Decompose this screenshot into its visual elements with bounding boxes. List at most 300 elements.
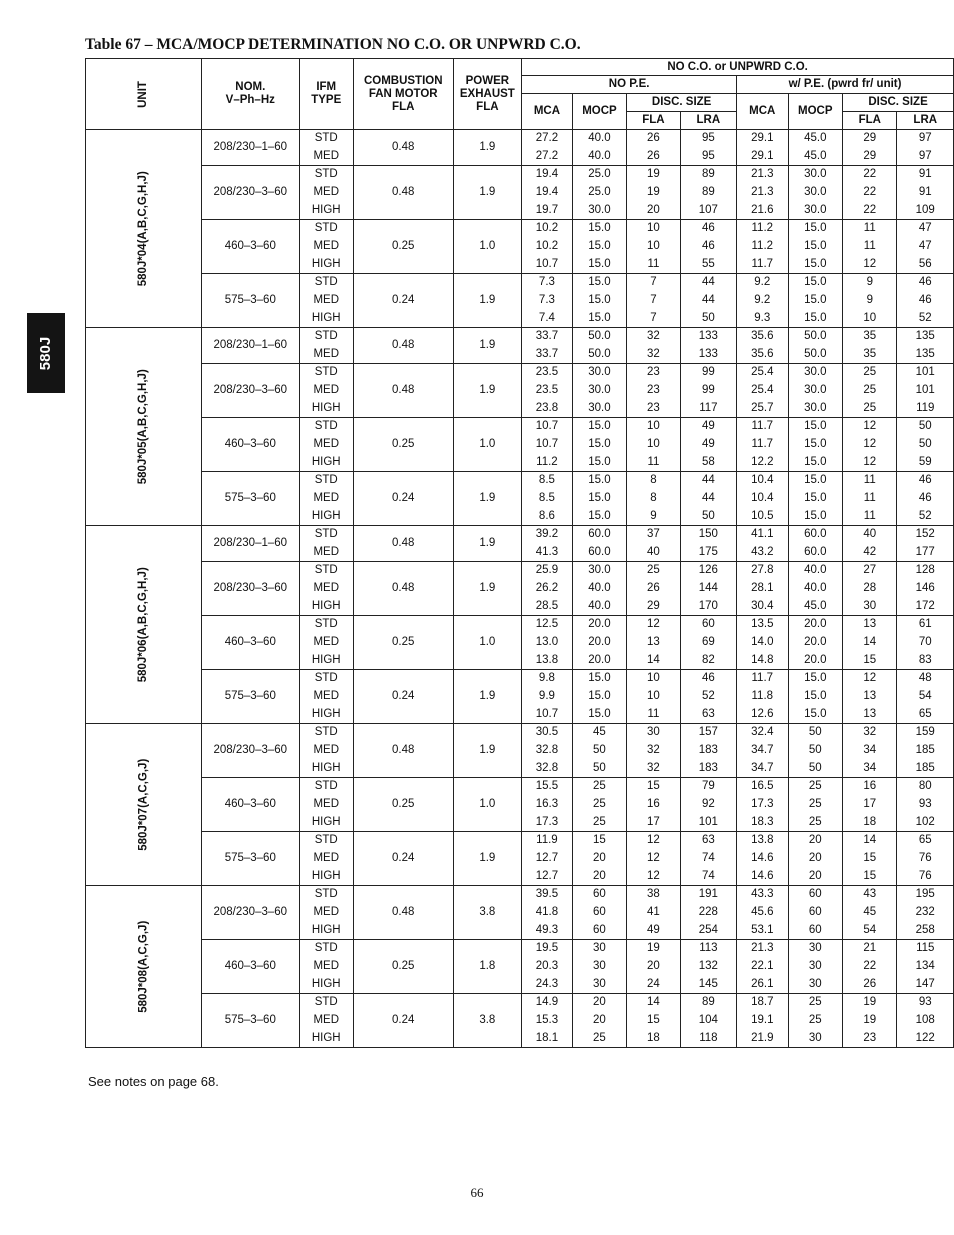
- combustion-fan-cell: 0.25: [353, 220, 453, 274]
- voltage-cell: 208/230–1–60: [202, 328, 299, 364]
- ifm-type-cell: STD: [299, 940, 353, 958]
- pe-mocp-cell: 25: [788, 814, 843, 832]
- voltage-cell: 575–3–60: [202, 670, 299, 724]
- pe-disc-lra-cell: 76: [897, 868, 954, 886]
- header-disc-size: DISC. SIZE: [843, 94, 954, 112]
- pe-disc-lra-cell: 172: [897, 598, 954, 616]
- mocp-cell: 15.0: [572, 472, 627, 490]
- disc-fla-cell: 19: [627, 166, 680, 184]
- disc-lra-cell: 254: [680, 922, 736, 940]
- mocp-cell: 40.0: [572, 580, 627, 598]
- disc-lra-cell: 58: [680, 454, 736, 472]
- pe-mca-cell: 11.7: [737, 436, 788, 454]
- header-disc-size: DISC. SIZE: [627, 94, 737, 112]
- voltage-cell: 460–3–60: [202, 220, 299, 274]
- voltage-cell: 208/230–1–60: [202, 526, 299, 562]
- pe-mca-cell: 21.9: [737, 1030, 788, 1048]
- section-tab: [27, 313, 65, 393]
- pe-disc-lra-cell: 146: [897, 580, 954, 598]
- pe-disc-fla-cell: 15: [843, 652, 897, 670]
- pe-mca-cell: 21.3: [737, 184, 788, 202]
- unit-label: 580J*04(A,B,C,G,H,J): [136, 170, 149, 287]
- mocp-cell: 30.0: [572, 364, 627, 382]
- section-tab-label: 580J: [37, 336, 55, 370]
- pe-mca-cell: 12.6: [737, 706, 788, 724]
- ifm-type-cell: MED: [299, 958, 353, 976]
- disc-fla-cell: 12: [627, 850, 680, 868]
- mocp-cell: 60.0: [572, 544, 627, 562]
- disc-lra-cell: 50: [680, 508, 736, 526]
- mca-cell: 13.8: [522, 652, 572, 670]
- mocp-cell: 15.0: [572, 418, 627, 436]
- power-exhaust-cell: 1.9: [453, 832, 522, 886]
- pe-mca-cell: 14.0: [737, 634, 788, 652]
- mocp-cell: 20: [572, 994, 627, 1012]
- pe-mocp-cell: 15.0: [788, 454, 843, 472]
- combustion-fan-cell: 0.48: [353, 562, 453, 616]
- pe-mocp-cell: 15.0: [788, 238, 843, 256]
- ifm-type-cell: HIGH: [299, 652, 353, 670]
- pe-disc-lra-cell: 97: [897, 148, 954, 166]
- ifm-type-cell: STD: [299, 994, 353, 1012]
- header-unit-label: UNIT: [137, 80, 150, 108]
- pe-mocp-cell: 15.0: [788, 310, 843, 328]
- table-row: [86, 724, 954, 742]
- pe-disc-lra-cell: 61: [897, 616, 954, 634]
- pe-mca-cell: 29.1: [737, 130, 788, 148]
- pe-mocp-cell: 20: [788, 850, 843, 868]
- disc-fla-cell: 13: [627, 634, 680, 652]
- mca-cell: 13.0: [522, 634, 572, 652]
- pe-disc-fla-cell: 13: [843, 616, 897, 634]
- disc-lra-cell: 107: [680, 202, 736, 220]
- mocp-cell: 50: [572, 742, 627, 760]
- ifm-type-cell: STD: [299, 562, 353, 580]
- pe-mca-cell: 25.4: [737, 364, 788, 382]
- pe-disc-lra-cell: 65: [897, 832, 954, 850]
- pe-disc-lra-cell: 91: [897, 184, 954, 202]
- mca-cell: 41.3: [522, 544, 572, 562]
- mca-cell: 10.7: [522, 418, 572, 436]
- combustion-fan-cell: 0.24: [353, 472, 453, 526]
- pe-mocp-cell: 45.0: [788, 598, 843, 616]
- pe-mca-cell: 14.8: [737, 652, 788, 670]
- disc-lra-cell: 46: [680, 238, 736, 256]
- ifm-type-cell: MED: [299, 238, 353, 256]
- unit-label: 580J*08(A,C,G,J): [136, 920, 149, 1013]
- mca-cell: 27.2: [522, 148, 572, 166]
- voltage-cell: 460–3–60: [202, 940, 299, 994]
- mocp-cell: 20: [572, 850, 627, 868]
- disc-lra-cell: 69: [680, 634, 736, 652]
- disc-lra-cell: 89: [680, 994, 736, 1012]
- pe-disc-lra-cell: 152: [897, 526, 954, 544]
- pe-mocp-cell: 30.0: [788, 400, 843, 418]
- pe-mocp-cell: 15.0: [788, 472, 843, 490]
- disc-fla-cell: 11: [627, 454, 680, 472]
- pe-mca-cell: 11.7: [737, 418, 788, 436]
- pe-disc-lra-cell: 177: [897, 544, 954, 562]
- pe-mca-cell: 43.3: [737, 886, 788, 904]
- mca-cell: 28.5: [522, 598, 572, 616]
- pe-mocp-cell: 30: [788, 1030, 843, 1048]
- pe-disc-fla-cell: 43: [843, 886, 897, 904]
- mca-cell: 18.1: [522, 1030, 572, 1048]
- table-row: [86, 832, 954, 850]
- mocp-cell: 30.0: [572, 202, 627, 220]
- disc-lra-cell: 79: [680, 778, 736, 796]
- header-lra: LRA: [680, 112, 736, 130]
- pe-disc-fla-cell: 14: [843, 634, 897, 652]
- ifm-type-cell: MED: [299, 382, 353, 400]
- header-no-co-group: NO C.O. or UNPWRD C.O.: [522, 59, 954, 76]
- power-exhaust-cell: 1.9: [453, 274, 522, 328]
- header-mocp: MOCP: [572, 94, 627, 130]
- mocp-cell: 15.0: [572, 274, 627, 292]
- disc-fla-cell: 12: [627, 616, 680, 634]
- ifm-type-cell: STD: [299, 166, 353, 184]
- disc-lra-cell: 44: [680, 274, 736, 292]
- mocp-cell: 15.0: [572, 292, 627, 310]
- pe-disc-fla-cell: 29: [843, 148, 897, 166]
- mca-cell: 39.2: [522, 526, 572, 544]
- disc-fla-cell: 10: [627, 436, 680, 454]
- pe-disc-fla-cell: 22: [843, 166, 897, 184]
- pe-disc-lra-cell: 101: [897, 364, 954, 382]
- mca-cell: 9.9: [522, 688, 572, 706]
- ifm-type-cell: STD: [299, 724, 353, 742]
- ifm-type-cell: MED: [299, 904, 353, 922]
- pe-disc-fla-cell: 15: [843, 850, 897, 868]
- pe-disc-fla-cell: 54: [843, 922, 897, 940]
- header-ifm-type: IFM TYPE: [299, 59, 353, 130]
- pe-mca-cell: 18.7: [737, 994, 788, 1012]
- voltage-cell: 575–3–60: [202, 994, 299, 1048]
- disc-lra-cell: 82: [680, 652, 736, 670]
- pe-mca-cell: 11.2: [737, 238, 788, 256]
- voltage-cell: 208/230–3–60: [202, 724, 299, 778]
- disc-lra-cell: 183: [680, 760, 736, 778]
- pe-disc-lra-cell: 128: [897, 562, 954, 580]
- mocp-cell: 20.0: [572, 634, 627, 652]
- pe-disc-fla-cell: 35: [843, 328, 897, 346]
- pe-mca-cell: 9.3: [737, 310, 788, 328]
- disc-lra-cell: 63: [680, 706, 736, 724]
- disc-fla-cell: 7: [627, 310, 680, 328]
- pe-disc-fla-cell: 12: [843, 256, 897, 274]
- pe-mocp-cell: 30.0: [788, 202, 843, 220]
- power-exhaust-cell: 3.8: [453, 886, 522, 940]
- table-row: [86, 778, 954, 796]
- pe-mca-cell: 11.7: [737, 670, 788, 688]
- mocp-cell: 15.0: [572, 436, 627, 454]
- disc-lra-cell: 74: [680, 868, 736, 886]
- ifm-type-cell: HIGH: [299, 868, 353, 886]
- pe-mca-cell: 10.4: [737, 490, 788, 508]
- pe-disc-fla-cell: 12: [843, 670, 897, 688]
- pe-mocp-cell: 30.0: [788, 184, 843, 202]
- ifm-type-cell: MED: [299, 634, 353, 652]
- disc-fla-cell: 40: [627, 544, 680, 562]
- voltage-cell: 575–3–60: [202, 274, 299, 328]
- pe-disc-lra-cell: 76: [897, 850, 954, 868]
- pe-mca-cell: 30.4: [737, 598, 788, 616]
- disc-fla-cell: 29: [627, 598, 680, 616]
- pe-disc-fla-cell: 34: [843, 760, 897, 778]
- pe-disc-lra-cell: 135: [897, 328, 954, 346]
- ifm-type-cell: HIGH: [299, 1030, 353, 1048]
- pe-disc-lra-cell: 159: [897, 724, 954, 742]
- mca-cell: 32.8: [522, 742, 572, 760]
- pe-mca-cell: 11.2: [737, 220, 788, 238]
- pe-mocp-cell: 25: [788, 994, 843, 1012]
- disc-fla-cell: 17: [627, 814, 680, 832]
- disc-fla-cell: 26: [627, 130, 680, 148]
- mca-cell: 12.5: [522, 616, 572, 634]
- combustion-fan-cell: 0.48: [353, 526, 453, 562]
- disc-lra-cell: 117: [680, 400, 736, 418]
- pe-mca-cell: 25.4: [737, 382, 788, 400]
- pe-mocp-cell: 25: [788, 1012, 843, 1030]
- disc-lra-cell: 133: [680, 328, 736, 346]
- disc-lra-cell: 95: [680, 130, 736, 148]
- mocp-cell: 30: [572, 958, 627, 976]
- pe-disc-lra-cell: 115: [897, 940, 954, 958]
- pe-disc-lra-cell: 122: [897, 1030, 954, 1048]
- pe-mocp-cell: 60: [788, 922, 843, 940]
- disc-fla-cell: 30: [627, 724, 680, 742]
- mca-cell: 8.5: [522, 472, 572, 490]
- unit-label: 580J*07(A,C,G,J): [136, 758, 149, 851]
- disc-fla-cell: 11: [627, 256, 680, 274]
- power-exhaust-cell: 1.0: [453, 616, 522, 670]
- ifm-type-cell: MED: [299, 292, 353, 310]
- table-row: [86, 328, 954, 346]
- power-exhaust-cell: 1.9: [453, 328, 522, 364]
- disc-fla-cell: 9: [627, 508, 680, 526]
- pe-mocp-cell: 50: [788, 724, 843, 742]
- pe-disc-fla-cell: 30: [843, 598, 897, 616]
- disc-fla-cell: 11: [627, 706, 680, 724]
- mca-cell: 33.7: [522, 328, 572, 346]
- mca-cell: 15.5: [522, 778, 572, 796]
- ifm-type-cell: MED: [299, 346, 353, 364]
- ifm-type-cell: STD: [299, 220, 353, 238]
- header-no-pe: NO P.E.: [522, 76, 737, 94]
- voltage-cell: 460–3–60: [202, 778, 299, 832]
- mocp-cell: 50.0: [572, 346, 627, 364]
- mocp-cell: 45: [572, 724, 627, 742]
- mca-cell: 32.8: [522, 760, 572, 778]
- combustion-fan-cell: 0.24: [353, 832, 453, 886]
- mocp-cell: 15.0: [572, 454, 627, 472]
- pe-mca-cell: 34.7: [737, 760, 788, 778]
- pe-disc-lra-cell: 102: [897, 814, 954, 832]
- unit-cell: [86, 724, 202, 886]
- mocp-cell: 15.0: [572, 508, 627, 526]
- pe-disc-lra-cell: 185: [897, 760, 954, 778]
- disc-lra-cell: 101: [680, 814, 736, 832]
- pe-disc-fla-cell: 19: [843, 994, 897, 1012]
- pe-mca-cell: 53.1: [737, 922, 788, 940]
- disc-fla-cell: 32: [627, 742, 680, 760]
- pe-mca-cell: 12.2: [737, 454, 788, 472]
- mca-cell: 14.9: [522, 994, 572, 1012]
- pe-disc-lra-cell: 93: [897, 994, 954, 1012]
- pe-disc-fla-cell: 40: [843, 526, 897, 544]
- disc-fla-cell: 10: [627, 418, 680, 436]
- pe-mocp-cell: 15.0: [788, 670, 843, 688]
- combustion-fan-cell: 0.25: [353, 940, 453, 994]
- pe-mca-cell: 27.8: [737, 562, 788, 580]
- table-row: [86, 940, 954, 958]
- mca-cell: 20.3: [522, 958, 572, 976]
- mca-cell: 25.9: [522, 562, 572, 580]
- disc-lra-cell: 52: [680, 688, 736, 706]
- ifm-type-cell: STD: [299, 130, 353, 148]
- pe-disc-fla-cell: 25: [843, 382, 897, 400]
- pe-disc-fla-cell: 42: [843, 544, 897, 562]
- pe-disc-fla-cell: 12: [843, 436, 897, 454]
- pe-mca-cell: 16.5: [737, 778, 788, 796]
- table-row: [86, 418, 954, 436]
- pe-disc-fla-cell: 13: [843, 706, 897, 724]
- pe-disc-fla-cell: 23: [843, 1030, 897, 1048]
- ifm-type-cell: HIGH: [299, 310, 353, 328]
- ifm-type-cell: STD: [299, 778, 353, 796]
- pe-mocp-cell: 15.0: [788, 274, 843, 292]
- mca-cell: 16.3: [522, 796, 572, 814]
- combustion-fan-cell: 0.25: [353, 778, 453, 832]
- table-row: [86, 562, 954, 580]
- mocp-cell: 30.0: [572, 382, 627, 400]
- ifm-type-cell: HIGH: [299, 760, 353, 778]
- disc-lra-cell: 44: [680, 472, 736, 490]
- mocp-cell: 15.0: [572, 310, 627, 328]
- pe-mca-cell: 17.3: [737, 796, 788, 814]
- pe-mca-cell: 28.1: [737, 580, 788, 598]
- pe-disc-lra-cell: 48: [897, 670, 954, 688]
- pe-disc-lra-cell: 258: [897, 922, 954, 940]
- pe-mocp-cell: 50: [788, 742, 843, 760]
- ifm-type-cell: STD: [299, 616, 353, 634]
- table-row: [86, 472, 954, 490]
- disc-fla-cell: 15: [627, 778, 680, 796]
- mca-cell: 19.4: [522, 184, 572, 202]
- disc-lra-cell: 191: [680, 886, 736, 904]
- pe-mca-cell: 10.4: [737, 472, 788, 490]
- header-combustion-fan: COMBUSTION FAN MOTOR FLA: [353, 59, 453, 130]
- pe-mca-cell: 9.2: [737, 274, 788, 292]
- pe-mca-cell: 19.1: [737, 1012, 788, 1030]
- disc-fla-cell: 19: [627, 940, 680, 958]
- disc-fla-cell: 19: [627, 184, 680, 202]
- mca-cell: 10.2: [522, 220, 572, 238]
- pe-mca-cell: 21.3: [737, 166, 788, 184]
- disc-fla-cell: 14: [627, 652, 680, 670]
- disc-fla-cell: 10: [627, 238, 680, 256]
- disc-fla-cell: 37: [627, 526, 680, 544]
- combustion-fan-cell: 0.48: [353, 130, 453, 166]
- ifm-type-cell: HIGH: [299, 202, 353, 220]
- pe-mca-cell: 22.1: [737, 958, 788, 976]
- ifm-type-cell: MED: [299, 490, 353, 508]
- pe-disc-fla-cell: 11: [843, 238, 897, 256]
- pe-mocp-cell: 60: [788, 886, 843, 904]
- pe-disc-fla-cell: 26: [843, 976, 897, 994]
- combustion-fan-cell: 0.48: [353, 364, 453, 418]
- table-row: [86, 526, 954, 544]
- ifm-type-cell: MED: [299, 436, 353, 454]
- pe-disc-lra-cell: 91: [897, 166, 954, 184]
- mca-cell: 27.2: [522, 130, 572, 148]
- table-body: [86, 130, 954, 1048]
- page-number: 66: [470, 1185, 484, 1200]
- power-exhaust-cell: 1.9: [453, 130, 522, 166]
- mca-cell: 49.3: [522, 922, 572, 940]
- pe-disc-fla-cell: 21: [843, 940, 897, 958]
- pe-disc-lra-cell: 185: [897, 742, 954, 760]
- disc-lra-cell: 99: [680, 382, 736, 400]
- disc-fla-cell: 32: [627, 346, 680, 364]
- footnote: See notes on page 68.: [88, 1074, 219, 1089]
- table-row: [86, 364, 954, 382]
- mca-cell: 15.3: [522, 1012, 572, 1030]
- mca-cell: 9.8: [522, 670, 572, 688]
- pe-mocp-cell: 60.0: [788, 544, 843, 562]
- pe-mca-cell: 18.3: [737, 814, 788, 832]
- disc-fla-cell: 10: [627, 220, 680, 238]
- disc-fla-cell: 14: [627, 994, 680, 1012]
- pe-mocp-cell: 15.0: [788, 220, 843, 238]
- mca-cell: 23.5: [522, 364, 572, 382]
- disc-lra-cell: 89: [680, 166, 736, 184]
- mca-cell: 7.3: [522, 292, 572, 310]
- pe-mocp-cell: 30: [788, 940, 843, 958]
- pe-mocp-cell: 15.0: [788, 688, 843, 706]
- mocp-cell: 60: [572, 904, 627, 922]
- pe-disc-lra-cell: 109: [897, 202, 954, 220]
- disc-fla-cell: 8: [627, 490, 680, 508]
- pe-disc-fla-cell: 22: [843, 202, 897, 220]
- ifm-type-cell: STD: [299, 832, 353, 850]
- pe-mocp-cell: 60.0: [788, 526, 843, 544]
- mca-cell: 8.6: [522, 508, 572, 526]
- mca-cell: 26.2: [522, 580, 572, 598]
- disc-fla-cell: 26: [627, 148, 680, 166]
- disc-lra-cell: 133: [680, 346, 736, 364]
- table-row: [86, 220, 954, 238]
- pe-mca-cell: 25.7: [737, 400, 788, 418]
- table-row: [86, 166, 954, 184]
- pe-disc-fla-cell: 27: [843, 562, 897, 580]
- power-exhaust-cell: 1.9: [453, 166, 522, 220]
- pe-disc-fla-cell: 17: [843, 796, 897, 814]
- disc-fla-cell: 25: [627, 562, 680, 580]
- mca-mocp-table: [85, 58, 954, 1048]
- unit-cell: [86, 886, 202, 1048]
- power-exhaust-cell: 1.9: [453, 670, 522, 724]
- ifm-type-cell: STD: [299, 472, 353, 490]
- mca-cell: 11.9: [522, 832, 572, 850]
- ifm-type-cell: HIGH: [299, 814, 353, 832]
- mocp-cell: 60: [572, 886, 627, 904]
- pe-mca-cell: 13.8: [737, 832, 788, 850]
- pe-mca-cell: 9.2: [737, 292, 788, 310]
- pe-mocp-cell: 30.0: [788, 364, 843, 382]
- pe-mca-cell: 21.6: [737, 202, 788, 220]
- disc-fla-cell: 23: [627, 364, 680, 382]
